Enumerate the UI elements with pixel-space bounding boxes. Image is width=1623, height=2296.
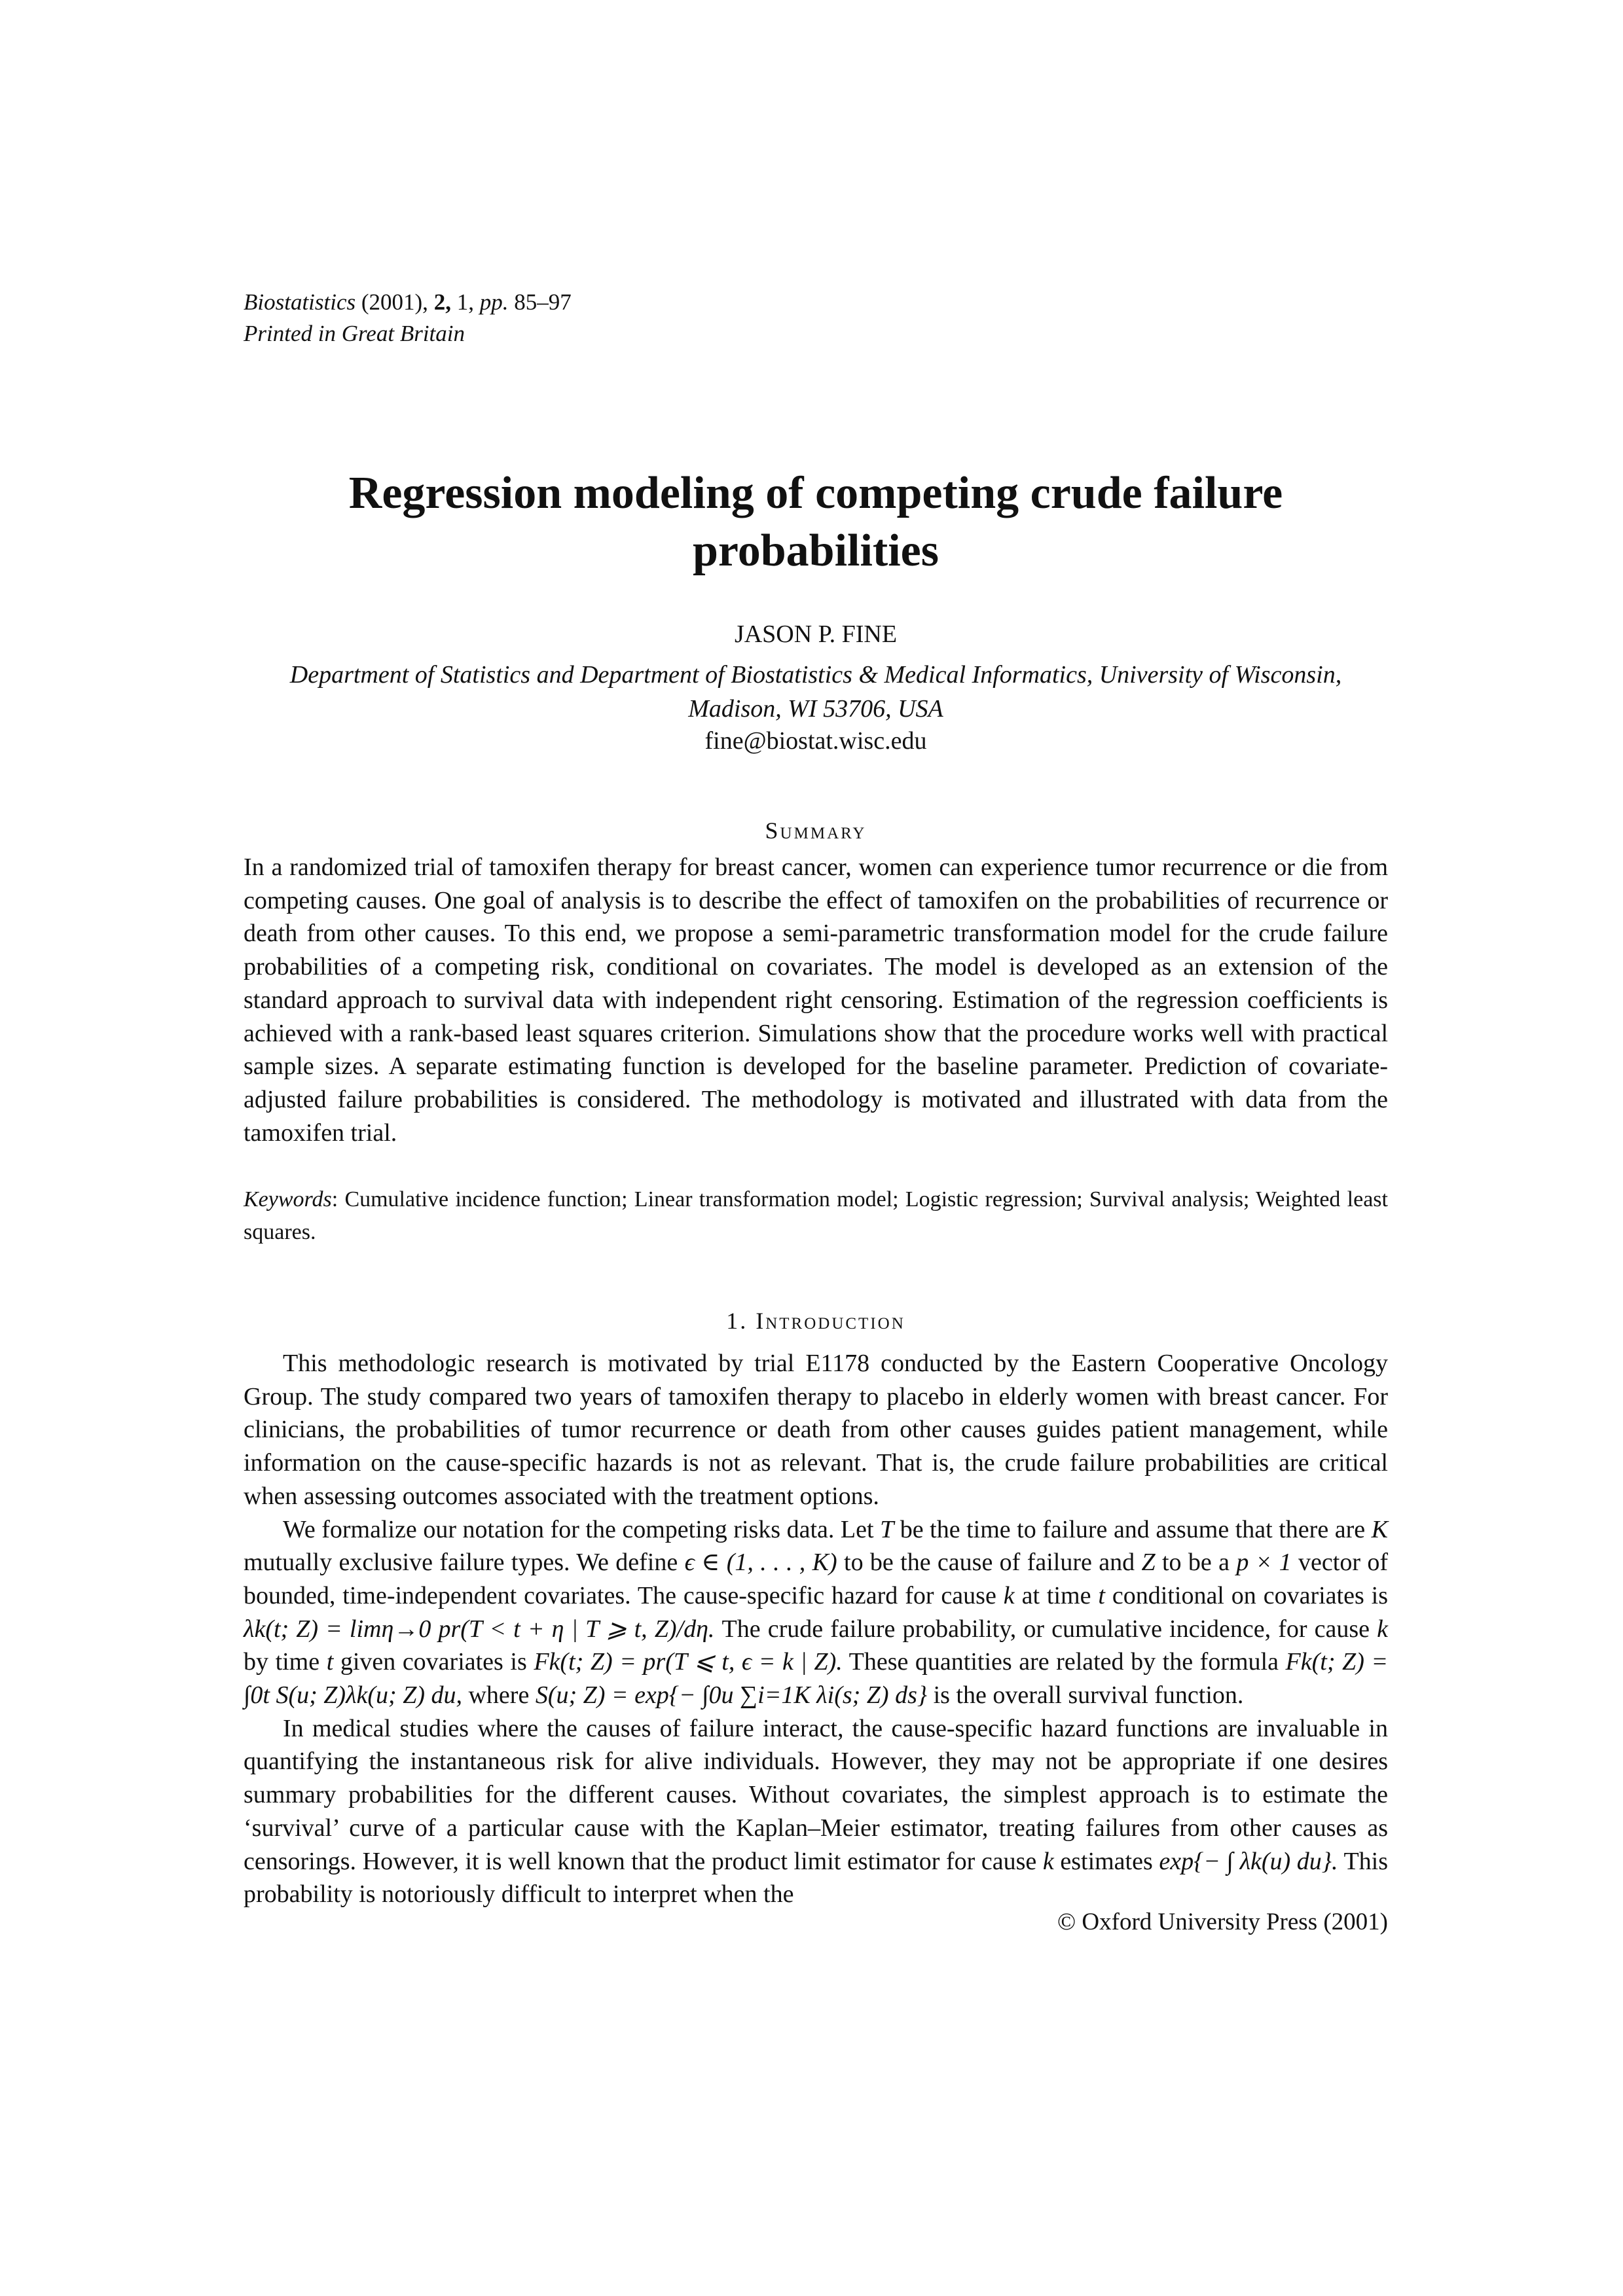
pp-label: pp. (479, 289, 509, 315)
math-cumulative-incidence: Fk(t; Z) = pr(T ⩽ t, ϵ = k | Z). (534, 1648, 843, 1676)
text-run: We formalize our notation for the competing risks data. Let (283, 1515, 874, 1543)
text-run: conditional on covariates is (1112, 1581, 1389, 1609)
summary-text: In a randomized trial of tamoxifen therapy for breast cancer, women can experience tumor recurrence or die from competing causes. One goal of analysis is to describe the effect of tamoxifen on the probabilities of recurrence or death from other causes. To this end, we propose a semi-parametric transformation model for the crude failure probabilities of a competing risk, conditional on covariates. The model is developed as an extension of the standard approach to survival data with independent right censoring. Estimation of the regression coefficients is achieved with a rank-based least squares criterion. Simulations show that the procedure works well with practical sample sizes. A separate estimating function is developed for the baseline parameter. Prediction of covariate-adjusted failure probabilities is considered. The methodology is motivated and illustrated with data from the tamoxifen trial. (244, 853, 1388, 1147)
text-run: at time (1021, 1581, 1091, 1609)
journal-issue: 1, (456, 289, 474, 315)
keywords-label: Keywords (244, 1187, 332, 1211)
paper-title: Regression modeling of competing crude failure probabilities (348, 468, 1283, 576)
text-run: estimates (1060, 1847, 1153, 1875)
math-product-limit: exp{− ∫ λk(u) du}. (1159, 1847, 1338, 1875)
math-T: T (880, 1515, 894, 1543)
math-formula: Fk(t; Z) = ∫0t S(u; Z)λk(u; Z) du, (244, 1648, 1389, 1710)
intro-paragraph-1: This methodologic research is motivated by trial E1178 conducted by the Eastern Cooperative Oncology Group. The study compared two years of tamoxifen therapy to placebo in elderly women with breast cancer. For clinicians, the probabilities of tumor recurrence or death from other causes guides patient management, while information on the cause-specific hazards is not as relevant. That is, the crude failure probabilities are critical when assessing outcomes associated with the treatment options. (244, 1350, 1388, 1510)
text-run: vector of bounded, time-independent covariates. The cause-specific hazard for cause (244, 1549, 1388, 1609)
author-name: JASON P. FINE (734, 620, 898, 648)
text-run: This probability is notoriously difficult to interpret when the (244, 1847, 1388, 1909)
math-k: k (1042, 1847, 1054, 1875)
text-run: These quantities are related by the formula (848, 1648, 1279, 1676)
text-run: to be the cause of failure and (844, 1549, 1135, 1577)
math-survival: S(u; Z) = exp{− ∫0u ∑i=1K λi(s; Z) ds} (535, 1681, 928, 1710)
author-email[interactable]: fine@biostat.wisc.edu (704, 727, 927, 755)
math-t: t (1098, 1581, 1105, 1609)
keywords: Keywords: Cumulative incidence function; Linear transformation model; Logistic regression; Survival analysis; Weighted least squares. (244, 1187, 1388, 1244)
math-t: t (326, 1648, 334, 1676)
author-affiliation: Department of Statistics and Department of Biostatistics & Medical Informatics, University of Wisconsin, Madison, WI 53706, USA (289, 661, 1342, 723)
introduction-heading: 1. Introduction (726, 1308, 905, 1334)
text-run: by time (244, 1648, 320, 1676)
math-Z: Z (1141, 1549, 1156, 1577)
math-dimension: p × 1 (1236, 1549, 1292, 1577)
text-run: where (468, 1681, 530, 1710)
text-run: The crude failure probability, or cumulative incidence, for cause (721, 1615, 1370, 1643)
text-run: is the overall survival function. (933, 1681, 1244, 1710)
math-k: k (1377, 1615, 1389, 1643)
copyright-notice: © Oxford University Press (2001) (1057, 1909, 1388, 1935)
printed-in: Printed in Great Britain (244, 321, 465, 346)
keywords-text: Cumulative incidence function; Linear transformation model; Logistic regression; Survival analysis; Weighted least squares. (244, 1187, 1388, 1244)
intro-paragraph-2 (244, 1513, 1388, 1712)
text-run: In medical studies where the causes of failure interact, the cause-specific hazard functions are invaluable in quantifying the instantaneous risk for alive individuals. However, they may not be appropriate if one desires summary probabilities for the different causes. Without covariates, the simplest approach is to estimate the ‘survival’ curve of a particular cause with the Kaplan–Meier estimator, treating failures from other causes as censorings. However, it is well known that the product limit estimator for cause (244, 1714, 1388, 1875)
journal-year: (2001), (361, 289, 428, 315)
journal-citation (244, 287, 572, 350)
text-run: to be a (1161, 1549, 1230, 1577)
math-k: k (1003, 1581, 1015, 1609)
citation-line (244, 287, 572, 318)
text-run: be the time to failure and assume that there are (900, 1515, 1366, 1543)
journal-name: Biostatistics (244, 289, 356, 315)
journal-pages: 85–97 (514, 289, 572, 315)
math-hazard: λk(t; Z) = limη→0 pr(T < t + η | T ⩾ t, Z)/dη. (244, 1615, 715, 1643)
text-run: given covariates is (340, 1648, 527, 1676)
text-run: mutually exclusive failure types. We define (244, 1549, 678, 1577)
math-K: K (1371, 1515, 1388, 1543)
math-cause-set: ϵ ∈ (1, . . . , K) (684, 1549, 837, 1577)
summary-heading: Summary (765, 817, 867, 844)
introduction-body (244, 1347, 1388, 1911)
journal-volume: 2, (433, 289, 451, 315)
intro-paragraph-3 (244, 1712, 1388, 1911)
